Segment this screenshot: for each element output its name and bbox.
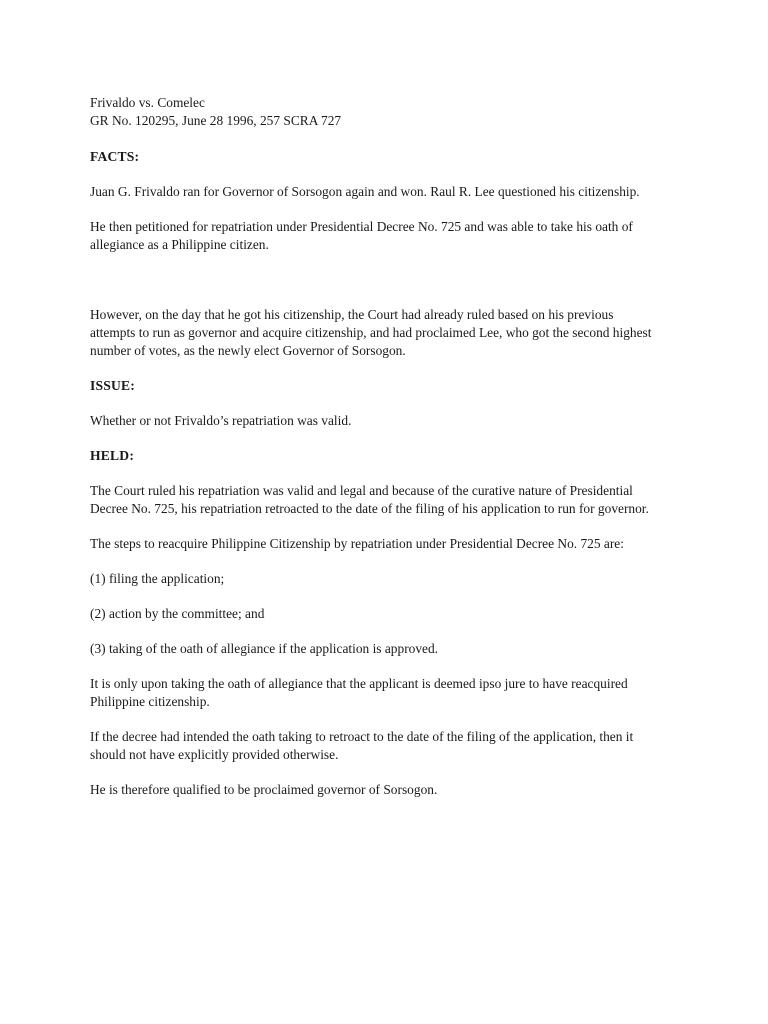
held-paragraph-3 — [90, 675, 690, 711]
held-paragraph-1 — [90, 482, 690, 518]
text-line: Decree No. 725, his repatriation retroacted to the date of the filing of his application to run for governor. — [90, 501, 649, 516]
facts-paragraph-1: Juan G. Frivaldo ran for Governor of Sorsogon again and won. Raul R. Lee questioned his citizenship. — [90, 184, 640, 199]
held-paragraph-2: The steps to reacquire Philippine Citizenship by repatriation under Presidential Decree No. 725 are: — [90, 536, 624, 551]
held-paragraph-4 — [90, 728, 690, 764]
text-line: However, on the day that he got his citizenship, the Court had already ruled based on his previous — [90, 307, 614, 322]
step-item-3: (3) taking of the oath of allegiance if the application is approved. — [90, 641, 439, 656]
text-line: number of votes, as the newly elect Governor of Sorsogon. — [90, 343, 406, 358]
text-line: The Court ruled his repatriation was valid and legal and because of the curative nature of Presidential — [90, 483, 633, 498]
case-citation: GR No. 120295, June 28 1996, 257 SCRA 727 — [90, 113, 342, 128]
held-heading: HELD: — [90, 448, 135, 463]
step-item-2: (2) action by the committee; and — [90, 606, 265, 621]
step-item-1: (1) filing the application; — [90, 571, 225, 586]
case-title: Frivaldo vs. Comelec — [90, 95, 205, 110]
text-line: He then petitioned for repatriation under Presidential Decree No. 725 and was able to take his oath of — [90, 219, 633, 234]
text-line: It is only upon taking the oath of allegiance that the applicant is deemed ipso jure to have reacquired — [90, 676, 628, 691]
document-page — [90, 94, 690, 799]
held-paragraph-5: He is therefore qualified to be proclaimed governor of Sorsogon. — [90, 782, 438, 797]
facts-paragraph-2 — [90, 218, 690, 254]
text-line: allegiance as a Philippine citizen. — [90, 237, 269, 252]
issue-heading: ISSUE: — [90, 378, 136, 393]
facts-paragraph-3 — [90, 306, 690, 360]
text-line: If the decree had intended the oath taking to retroact to the date of the filing of the application, then it — [90, 729, 634, 744]
text-line: attempts to run as governor and acquire citizenship, and had proclaimed Lee, who got the second highest — [90, 325, 652, 340]
facts-heading: FACTS: — [90, 149, 140, 164]
issue-paragraph: Whether or not Frivaldo’s repatriation was valid. — [90, 413, 352, 428]
text-line: Philippine citizenship. — [90, 694, 210, 709]
case-header — [90, 94, 690, 130]
text-line: should not have explicitly provided otherwise. — [90, 747, 339, 762]
